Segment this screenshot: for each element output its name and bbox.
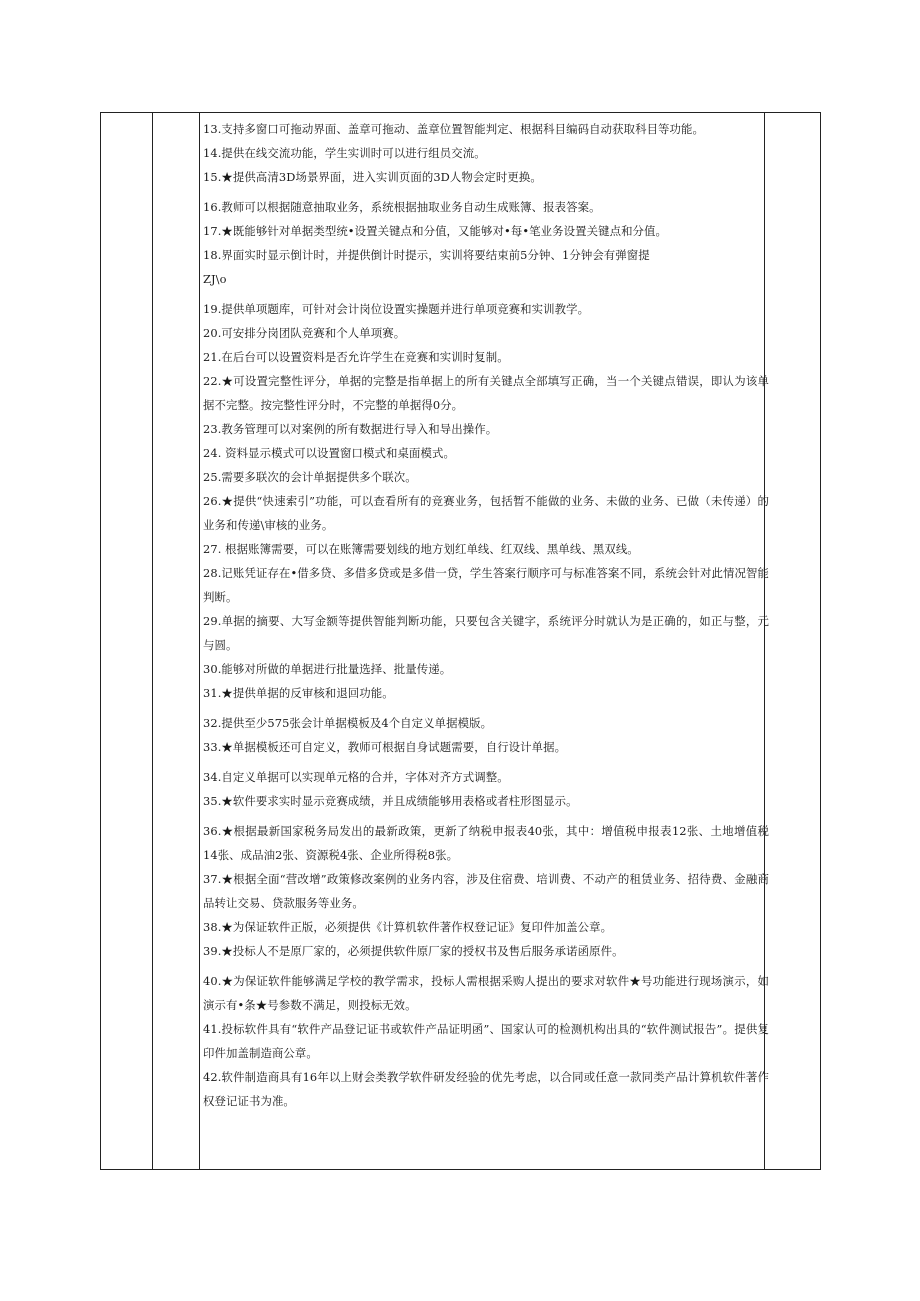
requirement-item: 34.自定义单据可以实现单元格的合并，字体对齐方式调整。 <box>203 770 509 784</box>
requirement-item: 20.可安排分岗团队竞赛和个人单项赛。 <box>203 326 406 340</box>
requirement-item: 26.★提供“快速索引”功能，可以查看所有的竞赛业务，包括暂不能做的业务、未做的业务、已做（未传递）的业务和传递\审核的业务。 <box>203 494 769 532</box>
requirement-item: 16.教师可以根据随意抽取业务，系统根据抽取业务自动生成账簿、报表答案。 <box>203 200 601 214</box>
requirement-item: 35.★软件要求实时显示竞赛成绩，并且成绩能够用表格或者柱形图显示。 <box>203 794 578 808</box>
requirement-item: 41.投标软件具有“软件产品登记证书或软件产品证明函”、国家认可的检测机构出具的“软件测试报告”。提供复印件加盖制造商公章。 <box>203 1022 769 1060</box>
requirement-item: 30.能够对所做的单据进行批量选择、批量传递。 <box>203 662 452 676</box>
requirement-item: 15.★提供高清3D场景界面，进入实训页面的3D人物会定时更换。 <box>203 170 542 184</box>
requirement-item: 22.★可设置完整性评分，单据的完整是指单据上的所有关键点全部填写正确，当一个关键点错误，即认为该单据不完整。按完整性评分时，不完整的单据得0分。 <box>203 374 769 412</box>
requirement-item: 23.教务管理可以对案例的所有数据进行导入和导出操作。 <box>203 422 498 436</box>
requirement-item: 24. 资料显示模式可以设置窗口模式和桌面模式。 <box>203 446 455 460</box>
requirement-item: 40.★为保证软件能够满足学校的教学需求，投标人需根据采购人提出的要求对软件★号功能进行现场演示，如演示有•条★号参数不满足，则投标无效。 <box>203 974 769 1012</box>
requirement-item: 14.提供在线交流功能，学生实训时可以进行组员交流。 <box>203 146 486 160</box>
requirement-item: 13.支持多窗口可拖动界面、盖章可拖动、盖章位置智能判定、根据科目编码自动获取科目等功能。 <box>203 122 705 136</box>
requirement-item: 29.单据的摘要、大写金额等提供智能判断功能，只要包含关键字，系统评分时就认为是正确的，如正与整，元与圆。 <box>203 614 769 652</box>
spec-table <box>100 112 821 1170</box>
requirement-item: 32.提供至少575张会计单据模板及4个自定义单据模版。 <box>203 716 493 730</box>
requirements-cell <box>203 117 769 1113</box>
requirement-item: 38.★为保证软件正版，必须提供《计算机软件著作权登记证》复印件加盖公章。 <box>203 920 613 934</box>
requirement-item: 28.记账凭证存在•借多贷、多借多贷或是多借一贷，学生答案行顺序可与标准答案不同，系统会针对此情况智能判断。 <box>203 566 769 604</box>
requirement-item: 18.界面实时显示倒计时，并提供倒计时提示，实训将要结束前5分钟、1分钟会有弹窗提 <box>203 248 650 262</box>
requirement-item: 33.★单据模板还可自定义，教师可根据自身试题需要，自行设计单据。 <box>203 740 567 754</box>
requirement-item: 27. 根据账簿需要，可以在账簿需要划线的地方划红单线、红双线、黑单线、黑双线。 <box>203 542 639 556</box>
requirement-item: 21.在后台可以设置资料是否允许学生在竞赛和实训时复制。 <box>203 350 509 364</box>
column-divider <box>199 113 200 1169</box>
requirement-item: 39.★投标人不是原厂家的，必须提供软件原厂家的授权书及售后服务承诺函原件。 <box>203 944 624 958</box>
requirement-item: ZJ\o <box>203 272 227 286</box>
requirement-item: 37.★根据全面“营改增”政策修改案例的业务内容，涉及住宿费、培训费、不动产的租赁业务、招待费、金融商品转让交易、贷款服务等业务。 <box>203 872 769 910</box>
column-divider <box>152 113 153 1169</box>
requirement-item: 25.需要多联次的会计单据提供多个联次。 <box>203 470 417 484</box>
requirement-item: 42.软件制造商具有16年以上财会类教学软件研发经验的优先考虑，以合同或任意一款同类产品计算机软件著作权登记证书为准。 <box>203 1070 769 1108</box>
requirement-item: 31.★提供单据的反审核和退回功能。 <box>203 686 394 700</box>
requirement-item: 17.★既能够针对单据类型统•设置关键点和分值，又能够对•每•笔业务设置关键点和分值。 <box>203 224 668 238</box>
requirement-item: 36.★根据最新国家税务局发出的最新政策，更新了纳税申报表40张，其中：增值税申报表12张、土地增值税14张、成品油2张、资源税4张、企业所得税8张。 <box>203 824 769 862</box>
requirement-item: 19.提供单项题库，可针对会计岗位设置实操题并进行单项竞赛和实训教学。 <box>203 302 590 316</box>
